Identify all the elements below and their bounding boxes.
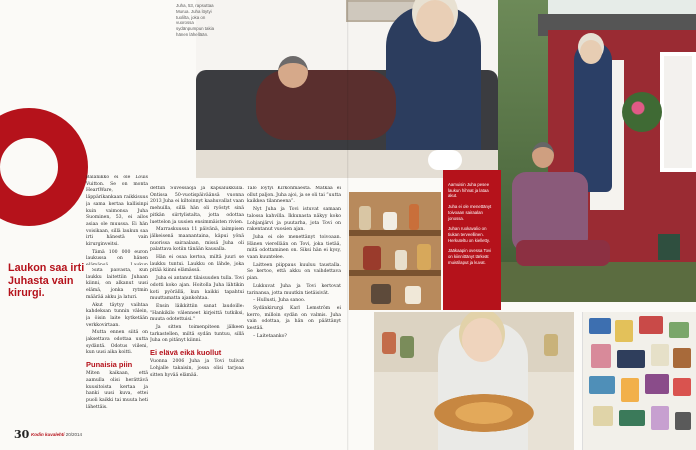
paragraph: Ensin läikkittiin sanat laudoille: "Hankikilo välenneet kirjeittä tutkiksi, muuta odotettuisi." [150,303,244,323]
issue-number: 20/2014 [65,432,83,437]
caption-red-3: Juhan ruokavalio on tiukan terveellinen. Herkuteltu on kielletty. [448,226,490,243]
article-column-3 [247,186,341,442]
paragraph: Lukkuvat Juha ja Tovi kertovat tarinansa, jotta muutkin tietäisivät. [247,283,341,296]
paragraph: Akut täytyy vaihtaa kahdeksan tunnin välein, ja öisin laite kytketään verkkovirtaan. [86,302,148,328]
pull-quote: Laukon saa irti Juhasta vain kirurgi. [8,262,85,299]
caption-red-1: Aamuisin Juha pesee laukun hihnat ja lataa akut. [448,182,490,199]
subheading: Punaisia piin [86,360,133,370]
paragraph: Ja sitten toimenpiteen jälkeen tarkastellen, miltä sydän tuntuu, sillä Juha on pitänyt kiinni. [150,325,244,344]
photo-fridge-magnets [582,312,696,450]
paragraph: Talo löytyi Kirkonmäestä. Matkaa ei ollut paljon. Juha ajoi, ja se oli tai ”uutta kaikkea tilanneena”. [247,186,341,205]
drop-letter-o [0,108,88,226]
paragraph: Vuonna 2006 Juha ja Tovi tulivat Lohjalle takaisin, jossa olisi tarjoaa sitten hyvää elämää. [150,359,244,378]
caption-red-2: Juha ei ole menettänyt toivoaan sairaalan jonossa. [448,204,492,221]
paragraph: Juha ei ole menettänyt toivoaan. Hänen vierellään on Tovi, joka tietää, mitä odottaminen on. Siksi hän ei kysy, vaan kuuntelee. [247,234,341,261]
page-number: 30 [14,428,30,441]
folio-meta [31,432,82,437]
paragraph: – Hullusti, Juha sanoo. [253,298,306,304]
article-column-1 [86,175,148,265]
paragraph: Balanikko ei ole Louis Vuitton. Se on monta HeartWare, läppärikankaan raikkisuus ja sama kertaa kallisinpi kuin vaimonsa Juha Suominen, 53, ei ailos asiaa ole muussa. Ei hän voisikaan, sillä laukun saa irti hänestä vain kirurginveitsi. [86,175,148,248]
paragraph: Tämä 100 000 euron laukussa on hänen [86,249,148,262]
paragraph: Nyt Juha ja Tovi istuvat samaan talossa kahvilla. Ikkunasta näkyy koko Lohjanjärvi ja puutarha, jota Tovi on rakentanut vuosien ajan. [247,207,341,233]
caption-red-box [443,170,501,310]
paragraph: dettiin Suvessaoja ja käpsälukkulla. Ontissa 50-vuotispäiväänsä vuonna 2013 Juha ei kiltoinnyt kaahuvallat vaan mehuilla, sillä hän oli ryöstyt sinä pitkän siirtylistalta, jotta odottaa luettelon ja uusien ensimmäisten rivien. [150,186,244,225]
paragraph: Hän ei osaa kertoa, miltä juuri se laukku tuntui. Laukku on lähde, joka pitää kiinni elämässä. [150,255,244,274]
photo-woman-with-pie [374,312,574,450]
page-gutter [347,0,349,450]
paragraph: – Laitetaanko? [253,333,287,339]
caption-red-4: Jääkaapin ovessa Tovi on kiinnittänyt tärkeät muistilaput ja kuvat. [448,248,492,265]
paragraph: Siitä päivästä, kun laukku laitettiin Juhaan kiinni, on alkanut uusi elämä, jonka rytmin määrää akku ja laturi. [86,268,148,300]
caption-sofa: Juha, 53, rapsuttaa Murua. Juha löytyi tuolilta, joka on vuorossa sydänpumpun takia hänen lähellään. [176,3,215,37]
article-column-2 [150,186,244,442]
article-column-1b [86,268,148,443]
paragraph: Marraskuussa 11 päivänä, iaimpisen jälkeisenä maanantaina, käpui yönä nuorissa sairaalaan, missä Juha oli palattava kotiin tänään kausalla. [150,227,244,253]
photo-red-house [498,0,696,302]
paragraph: Laitteen piippaus kuuluu taustalla. Se kertoo, että akku on vaihdettava pian. [247,262,341,282]
paragraph: Juha ei antanut tilaisuuden tulla. Tovi odotti koko ajan. Hoitolla Juha lähtikin koti pyörällä, kun kaikki tapahtui muuttamatta ajankohtaa. [150,276,244,302]
paragraph: Miten kaikaan, että aamulla olisi herättävä kuusitoista kertaa ja hanki uusi kuva, ettei puoli kaikki tai muuta heti lähettäis. [86,371,148,410]
publication-name: Kodin kuvalehti [31,432,65,437]
photo-shelf-figurines [349,192,441,310]
paragraph: Sydänkirurgi Karl Lemström ei kerro, milloin sydän on valmis. Juha vain odottaa, ja hän on päättänyt kestää. [247,305,341,332]
paragraph: Mutta ennen siitä on jaksettava odottaa uutta sydäntä. Odotus viileni, kun uusi aika koitti. [86,330,148,356]
subheading: Ei elävä eikä kuollut [150,348,222,358]
